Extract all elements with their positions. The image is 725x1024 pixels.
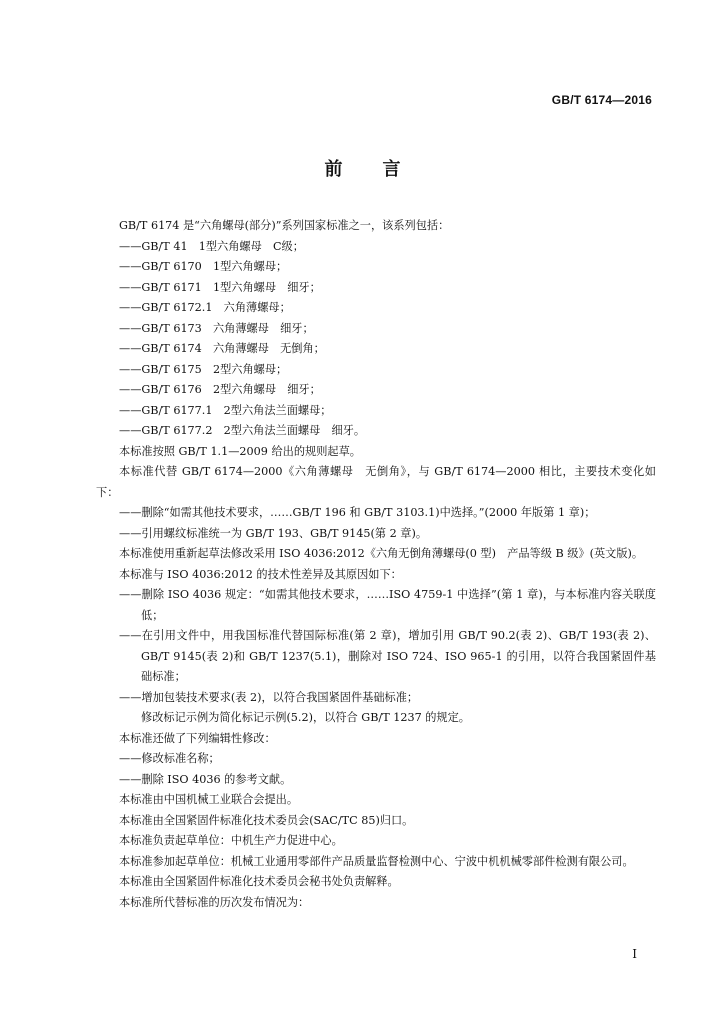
- list-item: ——删除 ISO 4036 规定：“如需其他技术要求，……ISO 4759-1 中选择”(第 1 章)，与本标准内容关联度低；: [119, 588, 656, 622]
- list-item: ——GB/T 6173 六角薄螺母 细牙；: [119, 321, 314, 335]
- paragraph: 本标准由全国紧固件标准化技术委员会(SAC/TC 85)归口。: [119, 813, 414, 827]
- list-item: ——GB/T 6175 2型六角螺母；: [119, 362, 288, 376]
- paragraph: 本标准按照 GB/T 1.1—2009 给出的规则起草。: [119, 444, 361, 458]
- paragraph: 本标准负责起草单位：中机生产力促进中心。: [119, 834, 343, 847]
- page-title: 前言: [324, 159, 441, 180]
- paragraph: 本标准代替 GB/T 6174—2000《六角薄螺母 无倒角》，与 GB/T 6174—2000 相比，主要技术变化如下：: [96, 465, 656, 499]
- list-item: ——GB/T 6172.1 六角薄螺母；: [119, 301, 291, 314]
- list-item: ——修改标准名称；: [119, 752, 220, 765]
- paragraph: GB/T 6174 是“六角螺母(部分)”系列国家标准之一，该系列包括：: [119, 219, 450, 232]
- paragraph: 本标准所代替标准的历次发布情况为：: [119, 895, 310, 909]
- list-item: ——增加包装技术要求(表 2)，以符合我国紧固件基础标准；: [119, 690, 419, 704]
- page-number: I: [632, 947, 637, 961]
- list-item: ——删除 ISO 4036 的参考文献。: [119, 772, 292, 786]
- standard-code-header: GB/T 6174—2016: [551, 93, 652, 107]
- list-item: ——删除“如需其他技术要求，……GB/T 196 和 GB/T 3103.1)中选择。”(2000 年版第 1 章)；: [119, 506, 596, 519]
- paragraph: 本标准与 ISO 4036:2012 的技术性差异及其原因如下：: [119, 567, 402, 581]
- paragraph: 修改标记示例为简化标记示例(5.2)，以符合 GB/T 1237 的规定。: [141, 711, 470, 724]
- list-item: ——GB/T 6174 六角薄螺母 无倒角；: [119, 342, 325, 355]
- list-item: ——在引用文件中，用我国标准代替国际标准(第 2 章)，增加引用 GB/T 90.2(表 2)、GB/T 193(表 2)、GB/T 9145(表 2)和 GB/T 1237(5.1)，删除对 ISO 724、ISO 965-1 的引用，以符合我国紧固件基础标准；: [119, 629, 656, 683]
- paragraph: 本标准还做了下列编辑性修改：: [119, 731, 276, 745]
- list-item: ——引用螺纹标准统一为 GB/T 193、GB/T 9145(第 2 章)。: [119, 526, 428, 540]
- list-item: ——GB/T 6177.1 2型六角法兰面螺母；: [119, 403, 332, 417]
- paragraph: 本标准由全国紧固件标准化技术委员会秘书处负责解释。: [119, 875, 399, 888]
- list-item: ——GB/T 6170 1型六角螺母；: [119, 260, 288, 273]
- paragraph: 本标准由中国机械工业联合会提出。: [119, 793, 299, 806]
- list-item: ——GB/T 41 1型六角螺母 C级；: [119, 239, 304, 253]
- document-body: [96, 216, 656, 913]
- paragraph: 本标准使用重新起草法修改采用 ISO 4036:2012《六角无倒角薄螺母(0 型) 产品等级 B 级》(英文版)。: [119, 547, 644, 560]
- paragraph: 本标准参加起草单位：机械工业通用零部件产品质量监督检测中心、宁波中机机械零部件检测有限公司。: [119, 854, 634, 868]
- list-item: ——GB/T 6176 2型六角螺母 细牙；: [119, 383, 321, 396]
- list-item: ——GB/T 6171 1型六角螺母 细牙；: [119, 280, 321, 294]
- list-item: ——GB/T 6177.2 2型六角法兰面螺母 细牙。: [119, 424, 366, 437]
